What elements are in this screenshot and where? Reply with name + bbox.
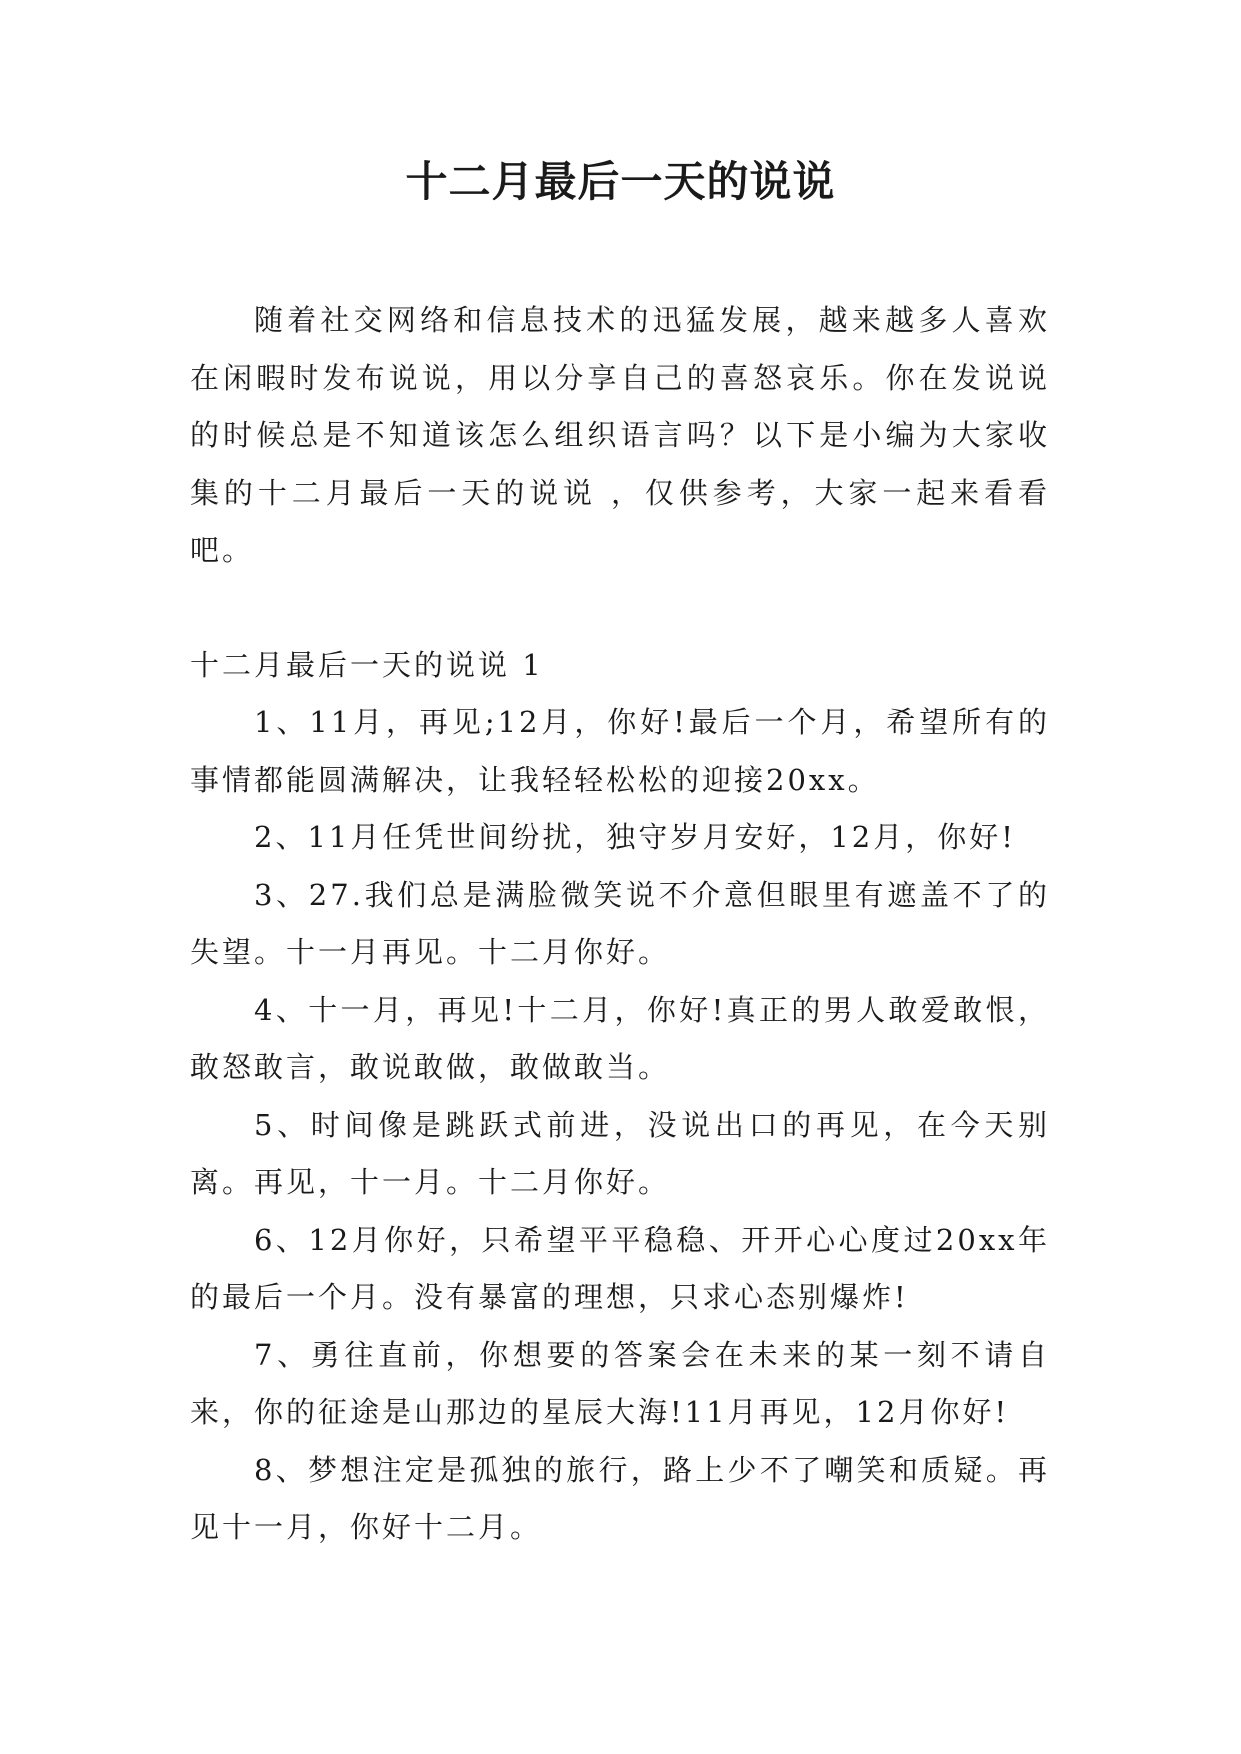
list-item: 6、12月你好，只希望平平稳稳、开开心心度过20xx年的最后一个月。没有暴富的理想，只求心态别爆炸! [190, 1222, 1050, 1314]
document-body [190, 292, 1050, 1557]
section-heading: 十二月最后一天的说说 1 [190, 647, 544, 682]
list-item: 5、时间像是跳跃式前进，没说出口的再见，在今天别离。再见，十一月。十二月你好。 [190, 1107, 1050, 1199]
list-item: 3、27.我们总是满脸微笑说不介意但眼里有遮盖不了的失望。十一月再见。十二月你好。 [190, 877, 1050, 969]
list-item: 8、梦想注定是孤独的旅行，路上少不了嘲笑和质疑。再见十一月，你好十二月。 [190, 1452, 1050, 1544]
list-item: 7、勇往直前，你想要的答案会在未来的某一刻不请自来，你的征途是山那边的星辰大海!11月再见，12月你好! [190, 1337, 1050, 1429]
document-title: 十二月最后一天的说说 [405, 157, 836, 206]
intro-paragraph: 随着社交网络和信息技术的迅猛发展，越来越多人喜欢在闲暇时发布说说，用以分享自己的喜怒哀乐。你在发说说的时候总是不知道该怎么组织语言吗？以下是小编为大家收集的十二月最后一天的说说 ，仅供参考，大家一起来看看吧。 [190, 303, 1050, 567]
list-item: 2、11月任凭世间纷扰，独守岁月安好，12月，你好! [254, 820, 1016, 854]
list-item: 1、11月，再见;12月，你好!最后一个月，希望所有的事情都能圆满解决，让我轻轻松松的迎接20xx。 [190, 705, 1050, 797]
list-item: 4、十一月，再见!十二月，你好!真正的男人敢爱敢恨，敢怒敢言，敢说敢做，敢做敢当。 [190, 992, 1050, 1084]
